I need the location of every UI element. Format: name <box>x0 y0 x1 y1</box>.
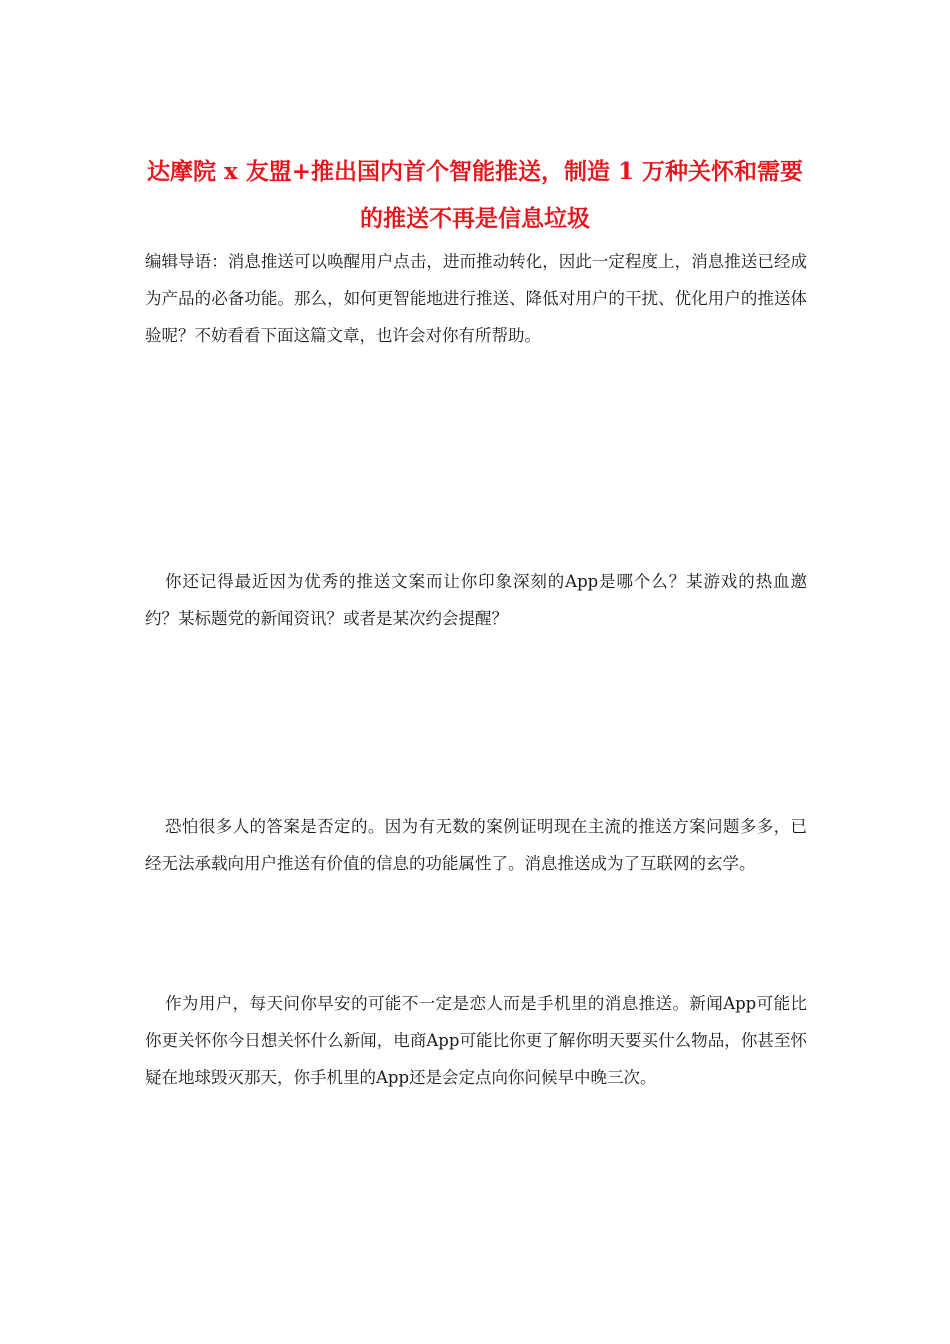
body-paragraph-3: 作为用户，每天问你早安的可能不一定是恋人而是手机里的消息推送。新闻App可能比你更关怀你今日想关怀什么新闻，电商App可能比你更了解你明天要买什么物品，你甚至怀疑在地球毁灭那天，你手机里的App还是会定点向你问候早中晚三次。 <box>145 994 807 1087</box>
document-title: 达摩院 x 友盟+推出国内首个智能推送，制造 1 万种关怀和需要的推送不再是信息垃圾 <box>146 158 804 232</box>
editor-intro-paragraph: 编辑导语：消息推送可以唤醒用户点击，进而推动转化，因此一定程度上，消息推送已经成为产品的必备功能。那么，如何更智能地进行推送、降低对用户的干扰、优化用户的推送体验呢？不妨看看下面这篇文章，也许会对你有所帮助。 <box>145 252 807 345</box>
body-paragraph-2: 恐怕很多人的答案是否定的。因为有无数的案例证明现在主流的推送方案问题多多，已经无法承载向用户推送有价值的信息的功能属性了。消息推送成为了互联网的玄学。 <box>145 817 807 873</box>
body-paragraph-1: 你还记得最近因为优秀的推送文案而让你印象深刻的App是哪个么？某游戏的热血邀约？某标题党的新闻资讯？或者是某次约会提醒？ <box>145 572 807 628</box>
